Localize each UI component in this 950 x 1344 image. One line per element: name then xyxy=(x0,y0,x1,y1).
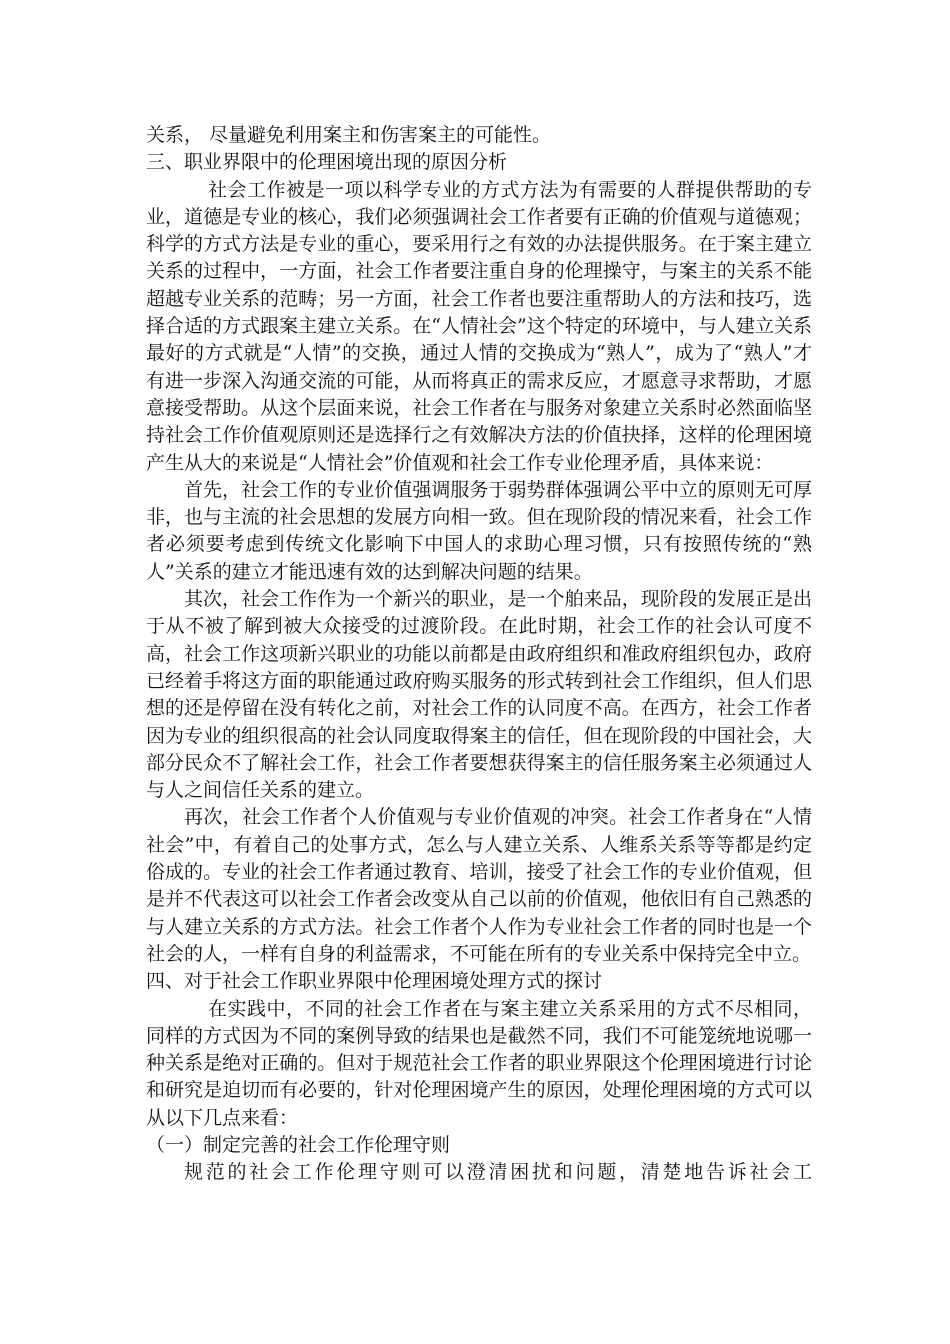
paragraph-ethics-code: 规范的社会工作伦理守则可以澄清困扰和问题，清楚地告诉社会工 xyxy=(184,1161,812,1184)
paragraph-firstly: 首先，社会工作的专业价值强调服务于弱势群体强调公平中立的原则无可厚非，也与主流的社会思想的发展方向相一致。但在现阶段的情况来看，社会工作者必须要考虑到传统文化影响下中国人的求助心理习惯，只有按照传统的“熟人”关系的建立才能迅速有效的达到解决问题的结果。 xyxy=(146,478,812,583)
subsection-heading-1: （一）制定完善的社会工作伦理守则 xyxy=(146,1133,451,1156)
paragraph-thirdly: 再次，社会工作者个人价值观与专业价值观的冲突。社会工作者身在“人情社会”中，有着自己的处事方式，怎么与人建立关系、人维系关系等等都是约定俗成的。专业的社会工作者通过教育、培训，接受了社会工作的专业价值观，但是并不代表这可以社会工作者会改变从自己以前的价值观，他依旧有自己熟悉的与人建立关系的方式方法。社会工作者个人作为专业社会工作者的同时也是一个社会的人，一样有自身的利益需求，不可能在所有的专业关系中保持完全中立。 xyxy=(146,806,812,965)
section-heading-3: 三、职业界限中的伦理困境出现的原因分析 xyxy=(146,151,508,174)
document-body xyxy=(146,122,812,1187)
paragraph-section3-intro: 社会工作被是一项以科学专业的方式方法为有需要的人群提供帮助的专业，道德是专业的核心，我们必须强调社会工作者要有正确的价值观与道德观；科学的方式方法是专业的重心，要采用行之有效的办法提供服务。在于案主建立关系的过程中，一方面，社会工作者要注重自身的伦理操守，与案主的关系不能超越专业关系的范畴；另一方面，社会工作者也要注重帮助人的方法和技巧，选择合适的方式跟案主建立关系。在“人情社会”这个特定的环境中，与人建立关系最好的方式就是“人情”的交换，通过人情的交换成为“熟人”，成为了“熟人”才有进一步深入沟通交流的可能，从而将真正的需求反应，才愿意寻求帮助，才愿意接受帮助。从这个层面来说，社会工作者在与服务对象建立关系时必然面临坚持社会工作价值观原则还是选择行之有效解决方法的价值抉择，这样的伦理困境产生从大的来说是“人情社会”价值观和社会工作专业伦理矛盾，具体来说： xyxy=(146,178,812,474)
paragraph-continuation: 关系， 尽量避免利用案主和伤害案主的可能性。 xyxy=(146,124,552,146)
paragraph-section4-intro: 在实践中，不同的社会工作者在与案主建立关系采用的方式不尽相同，同样的方式因为不同的案例导致的结果也是截然不同，我们不可能笼统地说哪一种关系是绝对正确的。但对于规范社会工作者的职业界限这个伦理困境进行讨论和研究是迫切而有必要的，针对伦理困境产生的原因，处理伦理困境的方式可以从以下几点来看： xyxy=(146,997,812,1129)
section-heading-4: 四、对于社会工作职业界限中伦理困境处理方式的探讨 xyxy=(146,970,603,993)
paragraph-secondly: 其次，社会工作作为一个新兴的职业，是一个舶来品，现阶段的发展正是出于从不被了解到被大众接受的过渡阶段。在此时期，社会工作的社会认可度不高，社会工作这项新兴职业的功能以前都是由政府组织和准政府组织包办，政府已经着手将这方面的职能通过政府购买服务的形式转到社会工作组织，但人们思想的还是停留在没有转化之前，对社会工作的认同度不高。在西方，社会工作者因为专业的组织很高的社会认同度取得案主的信任，但在现阶段的中国社会，大部分民众不了解社会工作，社会工作者要想获得案主的信任服务案主必须通过人与人之间信任关系的建立。 xyxy=(146,588,812,802)
